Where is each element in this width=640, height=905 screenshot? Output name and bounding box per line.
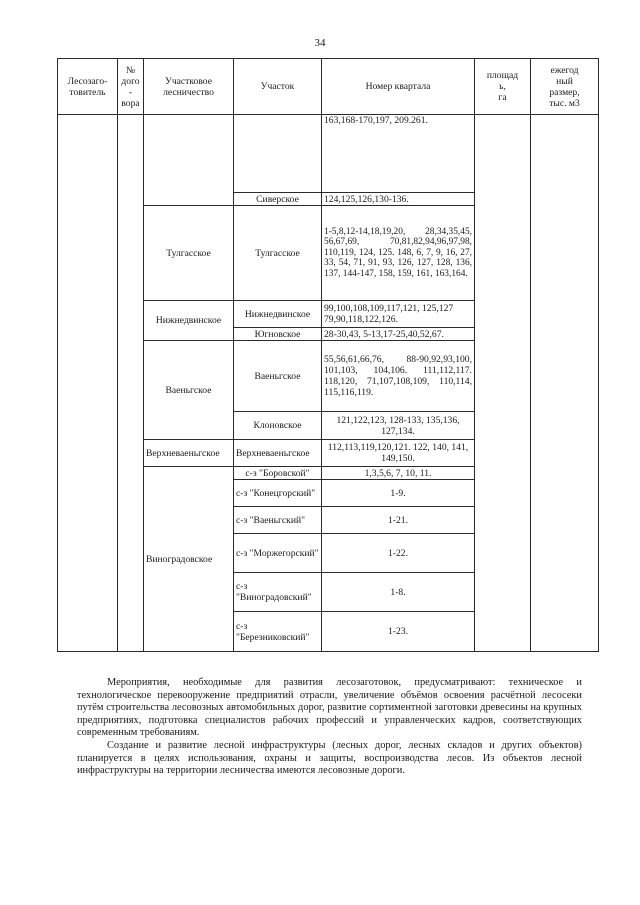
cell-forestry: Верхневаеньгское xyxy=(144,440,234,467)
header-contract-no: № дого- вора xyxy=(118,59,144,115)
cell-quarters: 1-22. xyxy=(322,534,475,573)
cell-quarters: 121,122,123, 128-133, 135,136, 127,134. xyxy=(322,412,475,440)
cell-plot: с-з "Березниковский" xyxy=(234,612,322,652)
cell-plot: Югновское xyxy=(234,328,322,341)
cell-quarters: 1-23. xyxy=(322,612,475,652)
header-annual-volume: ежегод ный размер, тыс. м3 xyxy=(531,59,599,115)
cell-annual-volume xyxy=(531,115,599,652)
cell-harvester xyxy=(58,115,118,652)
header-quarter-no: Номер квартала xyxy=(322,59,475,115)
cell-forestry: Нижнедвинское xyxy=(144,301,234,341)
cell-plot: с-з "Ваеньгский" xyxy=(234,507,322,534)
cell-forestry-empty xyxy=(144,115,234,206)
cell-plot: с-з "Виноградовский" xyxy=(234,573,322,612)
cell-quarters: 1-9. xyxy=(322,480,475,507)
cell-plot: Клоновское xyxy=(234,412,322,440)
paragraph-infrastructure: Создание и развитие лесной инфраструктуры (лесных дорог, лесных складов и других объектов) планируется в целях использования, охраны и защиты, воспроизводства лесов. Из объектов лесной инфраструктуры на территории лесничества имеются лесовозные дороги. xyxy=(77,739,582,777)
cell-quarters: 1-8. xyxy=(322,573,475,612)
cell-quarters: 1-21. xyxy=(322,507,475,534)
header-forestry: Участковое лесничество xyxy=(144,59,234,115)
page-number: 34 xyxy=(314,37,326,49)
table-row xyxy=(58,115,599,193)
cell-plot: Сиверское xyxy=(234,193,322,206)
cell-plot xyxy=(234,115,322,193)
cell-plot: Ваеньгское xyxy=(234,341,322,412)
cell-plot: Тулгасское xyxy=(234,206,322,301)
cell-plot: с-з "Моржегорский" xyxy=(234,534,322,573)
cell-forestry: Тулгасское xyxy=(144,206,234,301)
cell-quarters: 1-5,8,12-14,18,19,20, 28,34,35,45, 56,67,69, 70,81,82,94,96,97,98, 110,119, 124, 125. 148, 6, 7, 9, 16, 27, 33, 54, 71, 91, 93, 126, 127, 128, 136, 137, 144-147, 158, 159, 161, 163,164. xyxy=(322,206,475,301)
cell-plot: с-з "Конецгорский" xyxy=(234,480,322,507)
forest-harvest-table xyxy=(57,58,599,652)
cell-plot: с-з "Боровской" xyxy=(234,467,322,480)
cell-contract-no xyxy=(118,115,144,652)
cell-quarters: 1,3,5,6, 7, 10, 11. xyxy=(322,467,475,480)
cell-quarters: 124,125,126,130-136. xyxy=(322,193,475,206)
header-area: площад ь, га xyxy=(475,59,531,115)
cell-quarters: 99,100,108,109,117,121, 125,127 79,90,118,122,126. xyxy=(322,301,475,328)
body-text xyxy=(77,677,582,778)
cell-plot: Верхневаеньгское xyxy=(234,440,322,467)
cell-quarters: 112,113,119,120,121. 122, 140, 141, 149,150. xyxy=(322,440,475,467)
paragraph-logging-measures: Мероприятия, необходимые для развития лесозаготовок, предусматривают: техническое и технологическое перевооружение предприятий отрасли, увеличение объёмов освоения расчётной лесосеки путём строительства лесовозных автомобильных дорог, развитие сортиментной заготовки древесины на крупных предприятиях, подготовка специалистов рабочих профессий и управленческих кадров, соответствующих современным требованиям. xyxy=(77,677,582,739)
header-harvester: Лесозаго- товитель xyxy=(58,59,118,115)
table-header-row xyxy=(58,59,599,115)
cell-quarters: 28-30,43, 5-13,17-25,40,52,67. xyxy=(322,328,475,341)
cell-quarters: 163,168-170,197, 209.261. xyxy=(322,115,475,193)
cell-quarters: 55,56,61,66,76, 88-90,92,93,100, 101,103, 104,106. 111,112,117. 118,120, 71,107,108,109, 110,114, 115,116,119. xyxy=(322,341,475,412)
header-plot: Участок xyxy=(234,59,322,115)
cell-area xyxy=(475,115,531,652)
cell-forestry: Ваеньгское xyxy=(144,341,234,440)
cell-plot: Нижнедвинское xyxy=(234,301,322,328)
cell-forestry: Виноградовское xyxy=(144,467,234,652)
